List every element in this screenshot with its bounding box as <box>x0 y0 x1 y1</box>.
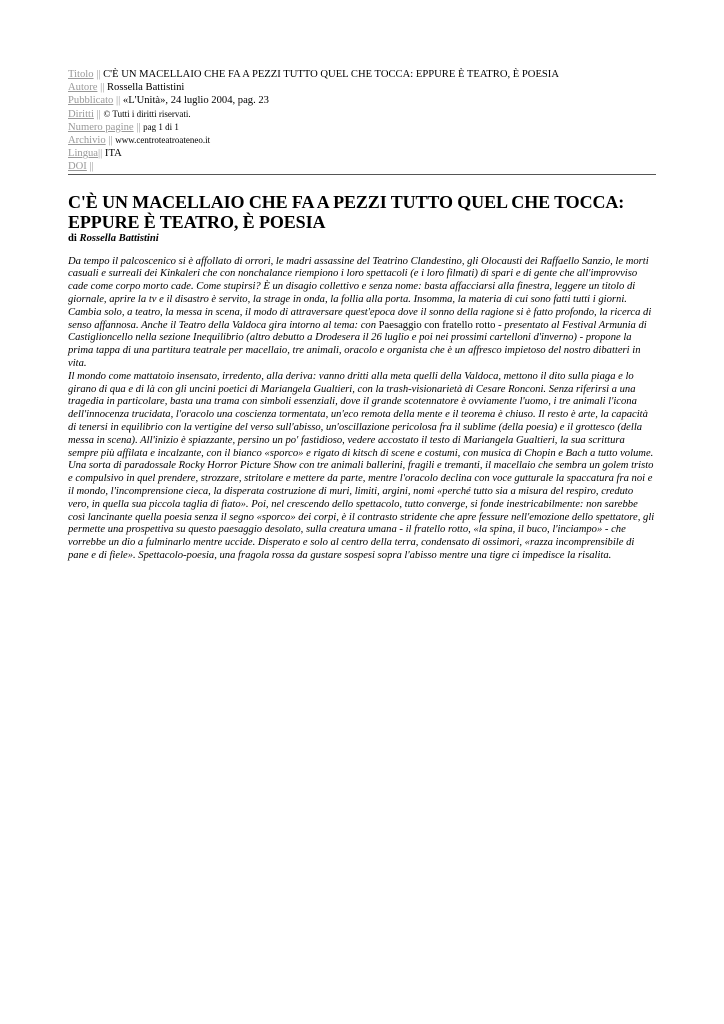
meta-row-diritti <box>68 108 656 121</box>
paragraph-1-text-a: Da tempo il palcoscenico si è affollato di orrori, le madri assassine del Teatrino Clandestino, gli Olocausti dei Raffaello Sanzio, le morti casuali e surreali dei Kinkaleri che con nonchalance riempiono i loro spettacoli (e i loro filmati) di spari e di gente che all'improvviso cade come corpo morto cade. Come stupirsi? È un disagio collettivo e senza nome: basta affacciarsi alla finestra, leggere un titolo di giornale, aprire la tv e il disastro è servito, la strage in onda, la follia alla porta. Insomma, la materia di cui sono fatti tutti i giorni. Cambia solo, a teatro, la messa in scena, il modo di attraversare quest'epoca dove il sonno della ragione si è fatto profondo, la ricerca di senso affannosa. Anche il Teatro della Valdoca gira intorno al tema: con <box>68 255 652 331</box>
meta-separator: || <box>96 69 101 80</box>
meta-separator: || <box>100 82 105 94</box>
meta-separator: || <box>115 95 121 107</box>
meta-row-numero-pagine <box>68 121 656 134</box>
article-body <box>68 256 656 563</box>
meta-separator: || <box>108 135 113 147</box>
meta-value-numero-pagine: pag 1 di 1 <box>143 121 179 132</box>
byline <box>68 233 656 244</box>
meta-label-numero-pagine[interactable]: Numero pagine <box>68 121 134 133</box>
meta-value-archivio: www.centroteatroateneo.it <box>115 135 211 146</box>
meta-label-archivio[interactable]: Archivio <box>68 135 106 147</box>
meta-value-pubblicato: «L'Unità», 24 luglio 2004, pag. 23 <box>122 95 269 107</box>
meta-row-lingua <box>68 147 656 160</box>
meta-separator: || <box>96 108 101 120</box>
meta-label-autore[interactable]: Autore <box>68 82 98 94</box>
meta-row-archivio <box>68 134 656 147</box>
meta-row-titolo <box>68 68 656 81</box>
meta-row-autore <box>68 81 656 94</box>
paragraph-1-text-b: - presentato al Festival Armunia di Castiglioncello nella sezione Inequilibrio (altro debutto a Drodesera il 26 luglio e poi nei prossimi cartelloni d'inverno) - propone la prima tappa di una partitura teatrale per macellaio, tre animali, oracolo e organista che è un affresco impietoso del nostro dibatteri in vita. <box>68 319 647 369</box>
meta-value-diritti: © Tutti i diritti riservati. <box>103 108 191 119</box>
meta-separator: || <box>89 161 94 173</box>
meta-value-autore: Rossella Battistini <box>106 82 185 94</box>
byline-prefix: di <box>68 232 77 244</box>
document-page <box>68 68 656 563</box>
meta-separator: || <box>136 121 141 133</box>
meta-label-titolo[interactable]: Titolo <box>68 69 94 80</box>
meta-label-diritti[interactable]: Diritti <box>68 108 94 120</box>
paragraph-2: Il mondo come mattatoio insensato, irredento, alla deriva: vanno dritti alla meta quelli della Valdoca, mettono il dito sulla piaga e lo girano di qua e di là con gli uncini poetici di Mariangela Gualtieri, con la trash-visionarietà di Cesare Ronconi. Senza riferirsi a una tragedia in particolare, basta una trama con simboli essenziali, dove il grande scotennatore è ovviamente l'uomo, i tre animali l'icona dell'innocenza trucidata, l'oracolo una coscienza tormentata, un'eco remota della mente e il teorema è chiuso. Il resto è arte, la capacità di tenersi in equilibrio con la vertigine del verso sull'abisso, un'oscillazione pericolosa fra il sublime (della poesia) e il grottesco (della messa in scena). All'inizio è spiazzante, persino un po' fastidioso, vedere accostato il testo di Mariangela Gualtieri, la sua scrittura sempre più affilata e incalzante, con il bianco «sporco» e rigato di kitsch di scene e costumi, con musica di Chopin e Bach a tutto volume. Una sorta di paradossale Rocky Horror Picture Show con tre animali ballerini, fragili e tremanti, il macellaio che sembra un golem tristo e compulsivo in quel prendere, strozzare, stritolare e mettere da parte, mentre l'oracolo declina con voce gutturale la spaccatura fra noi e il mondo, l'incomprensione cieca, la disperata costruzione di muri, limiti, argini, nomi «perché tutto sia a misura del respiro, creduto vero, in quella sua piccola taglia di fiato». Poi, nel crescendo dello spettacolo, tutto converge, si fonde inestricabilmente: non sarebbe così lancinante quella poesia senza il segno «sporco» dei corpi, è il contrasto stridente che apre fessure nell'emozione dello spettatore, gli permette una prospettiva su questo paesaggio desolato, sulla creatura umana - il fratello rotto, «la spina, il buco, l'inciampo» - che vorrebbe un dio a fulminarlo mentre uccide. Disperato e solo al centro della terra, condensato di ossimori, «razza incomprensibile di pane e di fiele». Spettacolo-poesia, una fragola rossa da gustare sospesi sopra l'abisso mentre una tigre ci impedisce la risalita. <box>68 370 655 561</box>
meta-row-pubblicato <box>68 94 656 107</box>
divider <box>68 174 656 175</box>
byline-author: Rossella Battistini <box>79 232 159 244</box>
paragraph-1 <box>68 256 656 371</box>
meta-separator: || <box>98 148 103 160</box>
meta-label-lingua[interactable]: Lingua <box>68 148 99 160</box>
metadata-block <box>68 68 656 174</box>
article-title: C'È UN MACELLAIO CHE FA A PEZZI TUTTO QUEL CHE TOCCA: EPPURE È TEATRO, È POESIA <box>68 191 625 232</box>
meta-label-pubblicato[interactable]: Pubblicato <box>68 95 114 107</box>
meta-row-doi <box>68 160 656 173</box>
meta-label-doi[interactable]: DOI <box>68 161 87 173</box>
meta-value-titolo: C'È UN MACELLAIO CHE FA A PEZZI TUTTO QUEL CHE TOCCA: EPPURE È TEATRO, È POESIA <box>103 69 559 80</box>
show-title: Paesaggio con fratello rotto <box>378 319 496 331</box>
meta-value-lingua: ITA <box>104 148 122 160</box>
